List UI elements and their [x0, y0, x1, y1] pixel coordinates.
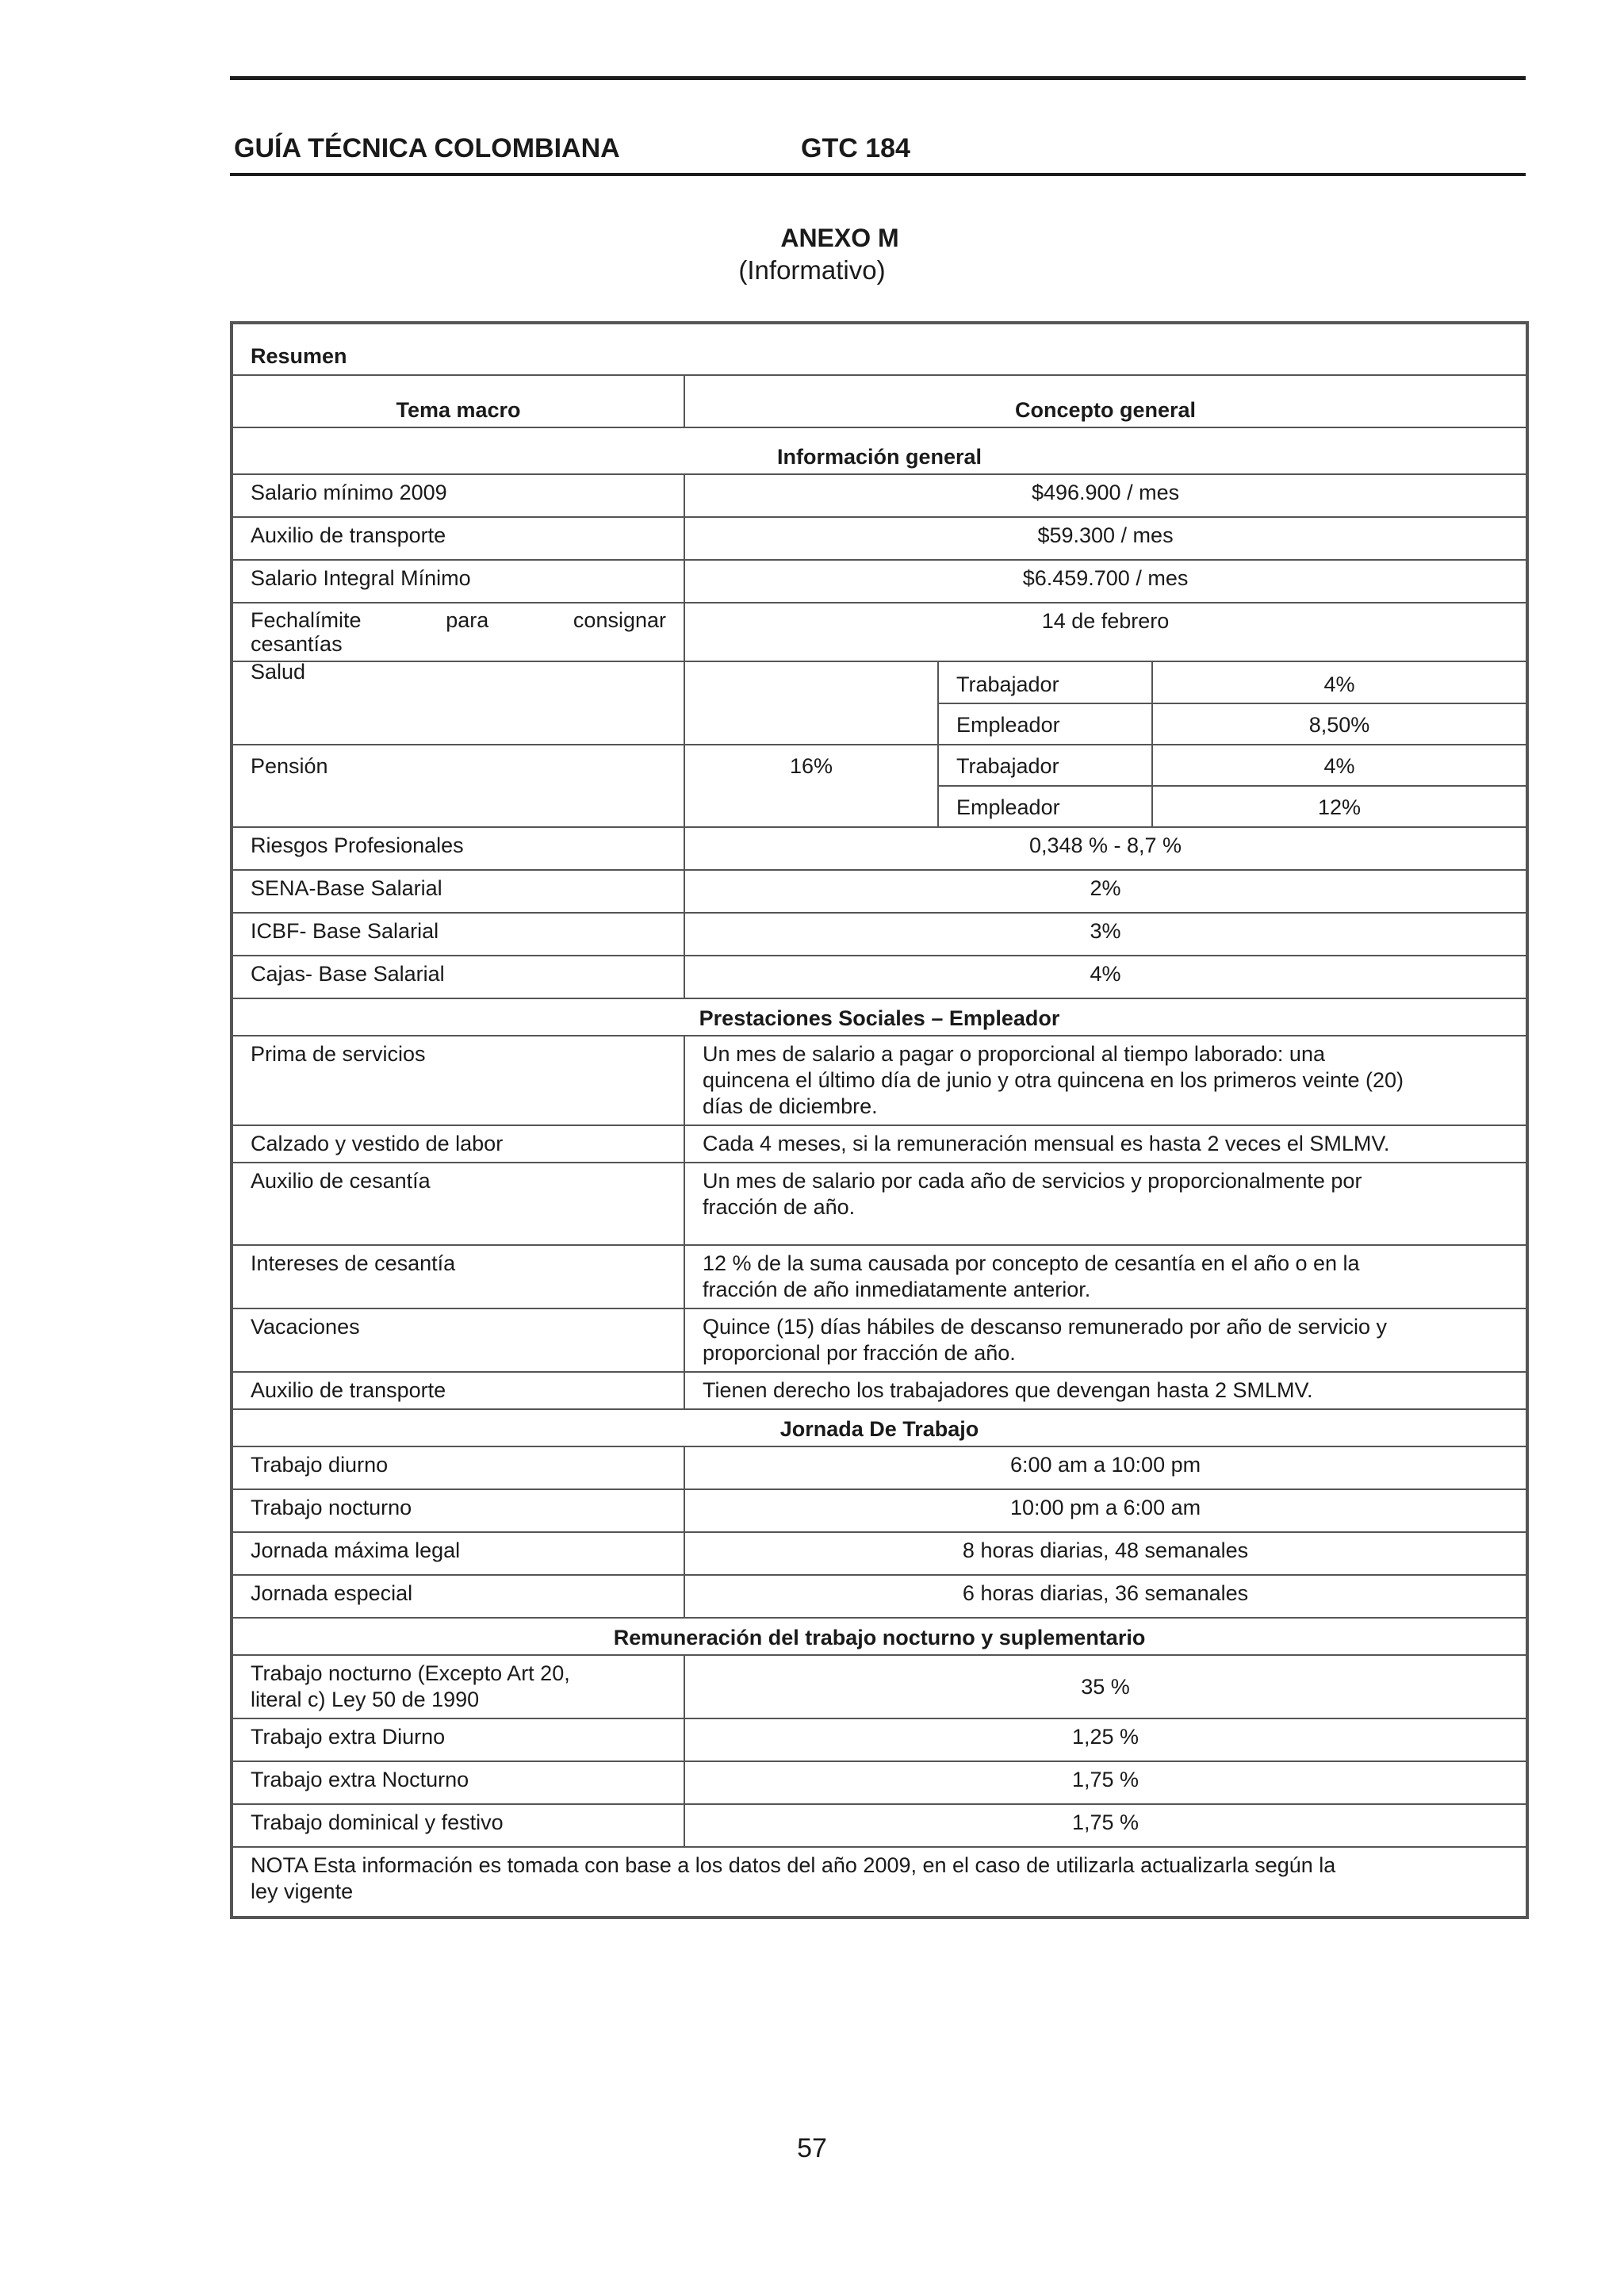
- table-row: [232, 1804, 1527, 1847]
- cesantias-word-3: consignar: [573, 608, 666, 632]
- section-prestaciones-title: Prestaciones Sociales – Empleador: [699, 1006, 1060, 1030]
- cesantias-word-rest: cesantías: [251, 632, 343, 656]
- table-row: [232, 1446, 1527, 1489]
- table-row: [232, 870, 1527, 913]
- pension-label: Pensión: [232, 745, 684, 827]
- cesantias-word-1: Fechalímite: [251, 608, 362, 632]
- cesantias-label: [232, 603, 684, 661]
- row-label: Jornada máxima legal: [232, 1532, 684, 1575]
- row-label: Riesgos Profesionales: [232, 827, 684, 870]
- row-label: Trabajo extra Diurno: [232, 1718, 684, 1761]
- table-row: [232, 1655, 1527, 1718]
- guide-code: GTC 184: [801, 133, 910, 163]
- row-value: Un mes de salario por cada año de servicios y proporcionalmente por fracción de año.: [684, 1163, 1527, 1245]
- row-value: Tienen derecho los trabajadores que devengan hasta 2 SMLMV.: [684, 1372, 1527, 1409]
- table-row: [232, 1036, 1527, 1125]
- salud-pct: 8,50%: [1152, 703, 1527, 745]
- table-row: [232, 745, 1527, 786]
- row-value: 4%: [684, 956, 1527, 998]
- table-row: [232, 1372, 1527, 1409]
- table-row: [232, 1575, 1527, 1618]
- row-value: 2%: [684, 870, 1527, 913]
- pension-pct: 12%: [1152, 786, 1527, 827]
- header-underline: [230, 173, 1526, 176]
- salud-who: Trabajador: [938, 661, 1152, 703]
- row-label: ICBF- Base Salarial: [232, 913, 684, 956]
- section-row: [232, 427, 1527, 474]
- pension-who: Trabajador: [938, 745, 1152, 786]
- row-label: Trabajo nocturno (Excepto Art 20, literal c) Ley 50 de 1990: [232, 1655, 684, 1718]
- table-row: [232, 661, 1527, 703]
- row-value: $59.300 / mes: [684, 517, 1527, 560]
- row-label: Salario Integral Mínimo: [232, 560, 684, 603]
- row-value: 6:00 am a 10:00 pm: [684, 1446, 1527, 1489]
- row-value: 8 horas diarias, 48 semanales: [684, 1532, 1527, 1575]
- col-header-concepto: Concepto general: [1015, 398, 1197, 422]
- row-value: Cada 4 meses, si la remuneración mensual es hasta 2 veces el SMLMV.: [684, 1125, 1527, 1163]
- salud-label: Salud: [232, 661, 684, 745]
- row-value: $6.459.700 / mes: [684, 560, 1527, 603]
- cesantias-word-2: para: [446, 608, 489, 632]
- top-rule: [230, 76, 1526, 80]
- table-row: [232, 1489, 1527, 1532]
- table-caption: Resumen: [251, 344, 347, 368]
- row-label: Auxilio de cesantía: [232, 1163, 684, 1245]
- table-row: [232, 474, 1527, 517]
- pension-pct: 4%: [1152, 745, 1527, 786]
- row-value: 1,25 %: [684, 1718, 1527, 1761]
- row-label: Trabajo diurno: [232, 1446, 684, 1489]
- table-row: [232, 1125, 1527, 1163]
- page-number: 57: [797, 2133, 827, 2163]
- table-note: NOTA Esta información es tomada con base a los datos del año 2009, en el caso de utilizarla actualizarla según la ley vigente: [232, 1847, 1527, 1918]
- row-label: Intereses de cesantía: [232, 1245, 684, 1308]
- salud-who: Empleador: [938, 703, 1152, 745]
- caption-row: [232, 323, 1527, 375]
- section-row: [232, 998, 1527, 1036]
- table-row: [232, 1718, 1527, 1761]
- row-label: SENA-Base Salarial: [232, 870, 684, 913]
- table-row: [232, 1245, 1527, 1308]
- table-row: [232, 1532, 1527, 1575]
- row-label: Auxilio de transporte: [232, 1372, 684, 1409]
- section-remuneracion-title: Remuneración del trabajo nocturno y suplementario: [613, 1626, 1146, 1649]
- annex-title: ANEXO M: [780, 224, 899, 252]
- row-label: Trabajo nocturno: [232, 1489, 684, 1532]
- summary-table: [230, 321, 1529, 1919]
- section-general-title: Información general: [776, 445, 982, 469]
- row-label: Salario mínimo 2009: [232, 474, 684, 517]
- row-value: Quince (15) días hábiles de descanso remunerado por año de servicio y proporcional por fracción de año.: [684, 1308, 1527, 1372]
- table-row: [232, 827, 1527, 870]
- pension-who: Empleador: [938, 786, 1152, 827]
- row-value: 0,348 % - 8,7 %: [684, 827, 1527, 870]
- row-value: 6 horas diarias, 36 semanales: [684, 1575, 1527, 1618]
- row-value: Un mes de salario a pagar o proporcional al tiempo laborado: una quincena el último día de junio y otra quincena en los primeros veinte (20) días de diciembre.: [684, 1036, 1527, 1125]
- section-row: [232, 1409, 1527, 1446]
- row-label: Auxilio de transporte: [232, 517, 684, 560]
- row-label: Calzado y vestido de labor: [232, 1125, 684, 1163]
- row-value: 12 % de la suma causada por concepto de cesantía en el año o en la fracción de año inmediatamente anterior.: [684, 1245, 1527, 1308]
- table-row: [232, 913, 1527, 956]
- section-jornada-title: Jornada De Trabajo: [779, 1417, 979, 1441]
- table-row: [232, 956, 1527, 998]
- table-row: [232, 1761, 1527, 1804]
- row-value: 1,75 %: [684, 1804, 1527, 1847]
- row-value: $496.900 / mes: [684, 474, 1527, 517]
- row-value: 1,75 %: [684, 1761, 1527, 1804]
- table-row: [232, 560, 1527, 603]
- section-row: [232, 1618, 1527, 1655]
- row-label: Jornada especial: [232, 1575, 684, 1618]
- table-row: [232, 603, 1527, 661]
- table-row: [232, 1308, 1527, 1372]
- guide-title: GUÍA TÉCNICA COLOMBIANA: [234, 133, 620, 163]
- note-row: [232, 1847, 1527, 1918]
- table-row: [232, 1163, 1527, 1245]
- row-label: Trabajo dominical y festivo: [232, 1804, 684, 1847]
- row-label: Prima de servicios: [232, 1036, 684, 1125]
- salud-pct: 4%: [1152, 661, 1527, 703]
- row-label: Cajas- Base Salarial: [232, 956, 684, 998]
- row-value: 3%: [684, 913, 1527, 956]
- row-value: 35 %: [684, 1655, 1527, 1718]
- table-row: [232, 517, 1527, 560]
- pension-total: 16%: [684, 745, 938, 827]
- col-header-tema: Tema macro: [396, 398, 521, 422]
- column-header-row: [232, 375, 1527, 427]
- row-label: Trabajo extra Nocturno: [232, 1761, 684, 1804]
- annex-subtitle: (Informativo): [738, 255, 886, 285]
- cesantias-value: 14 de febrero: [684, 603, 1527, 661]
- row-value: 10:00 pm a 6:00 am: [684, 1489, 1527, 1532]
- row-label: Vacaciones: [232, 1308, 684, 1372]
